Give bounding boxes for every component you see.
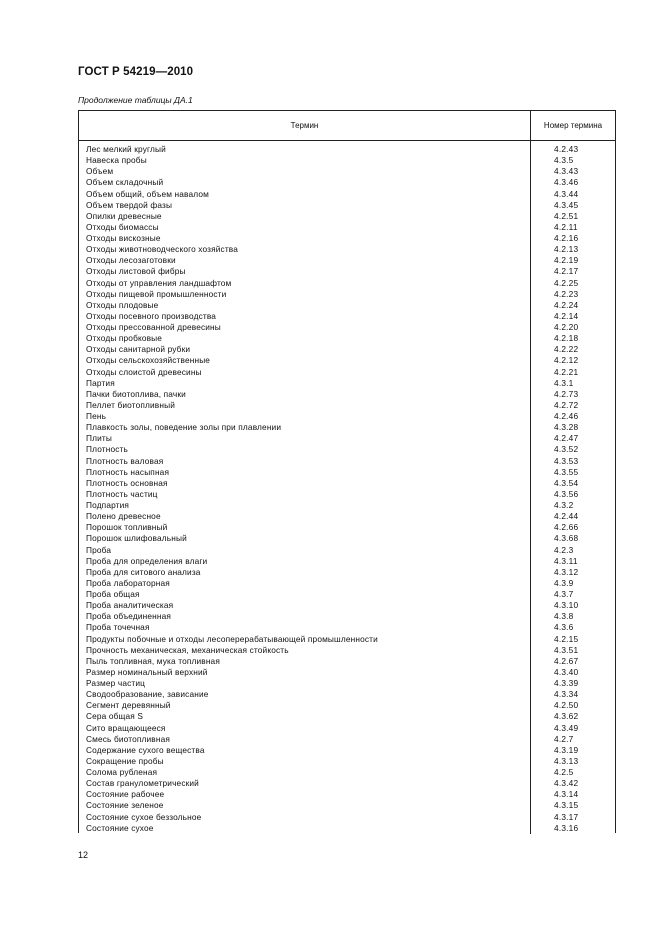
table-row: [79, 411, 615, 422]
term-cell: Состояние сухое беззольное: [86, 811, 202, 822]
term-number-cell: 4.2.13: [554, 244, 579, 255]
term-cell: Отходы пробковые: [86, 333, 163, 344]
term-number-cell: 4.3.1: [554, 377, 574, 388]
term-number-cell: 4.3.16: [554, 822, 579, 833]
term-cell: Отходы биомассы: [86, 221, 159, 232]
table-row: [79, 823, 615, 834]
table-row: [79, 767, 615, 778]
table-row: [79, 300, 615, 311]
term-cell: Отходы от управления ландшафтом: [86, 277, 232, 288]
term-cell: Отходы пищевой промышленности: [86, 288, 227, 299]
term-number-cell: 4.3.46: [554, 177, 579, 188]
table-row: [79, 400, 615, 411]
term-number-cell: 4.2.17: [554, 266, 579, 277]
table-row: [79, 211, 615, 222]
table-row: [79, 711, 615, 722]
table-row: [79, 355, 615, 366]
term-number-cell: 4.2.14: [554, 310, 579, 321]
term-number-cell: 4.3.9: [554, 577, 574, 588]
term-number-cell: 4.2.46: [554, 411, 579, 421]
term-cell: Проба лабораторная: [86, 577, 170, 588]
term-number-cell: 4.3.6: [554, 622, 574, 633]
table-row: [79, 545, 615, 556]
term-number-cell: 4.2.72: [554, 399, 579, 410]
term-cell: Проба для ситового анализа: [86, 566, 201, 577]
term-number-cell: 4.2.51: [554, 210, 579, 221]
term-cell: Плотность частиц: [86, 488, 158, 499]
term-cell: Плотность: [86, 444, 128, 455]
term-cell: Состояние сухое: [86, 822, 154, 833]
table-row: [79, 422, 615, 433]
term-cell: Отходы прессованной древесины: [86, 322, 221, 332]
term-number-cell: 4.3.62: [554, 711, 579, 722]
term-cell: Сокращение пробы: [86, 755, 164, 766]
term-number-cell: 4.2.16: [554, 233, 579, 243]
table-row: [79, 678, 615, 689]
term-cell: Содержание сухого вещества: [86, 744, 205, 755]
term-number-cell: 4.2.44: [554, 511, 579, 522]
term-cell: Сито вращающееся: [86, 722, 166, 733]
term-cell: Плотность валовая: [86, 455, 164, 466]
table-body: [79, 144, 615, 834]
table-row: [79, 278, 615, 289]
table-row: [79, 667, 615, 678]
term-cell: Навеска пробы: [86, 155, 147, 166]
term-cell: Отходы санитарной рубки: [86, 344, 191, 355]
term-cell: Подпартия: [86, 500, 130, 510]
term-number-cell: 4.3.54: [554, 477, 579, 488]
term-number-cell: 4.3.2: [554, 500, 574, 510]
term-number-cell: 4.2.12: [554, 355, 579, 366]
table-row: [79, 812, 615, 823]
term-number-cell: 4.2.73: [554, 388, 579, 399]
table-row: [79, 389, 615, 400]
table-row: [79, 378, 615, 389]
table-row: [79, 700, 615, 711]
term-number-cell: 4.2.19: [554, 255, 579, 266]
term-number-cell: 4.2.18: [554, 333, 579, 344]
term-number-cell: 4.3.17: [554, 811, 579, 822]
term-number-cell: 4.3.68: [554, 533, 579, 544]
term-number-cell: 4.3.44: [554, 188, 579, 199]
terms-table: [78, 110, 616, 833]
term-number-cell: 4.3.12: [554, 566, 579, 577]
term-cell: Плавкость золы, поведение золы при плавлении: [86, 422, 282, 433]
term-number-cell: 4.2.20: [554, 322, 579, 332]
table-row: [79, 522, 615, 533]
term-number-cell: 4.3.15: [554, 800, 579, 811]
table-row: [79, 500, 615, 511]
table-row: [79, 634, 615, 645]
term-number-cell: 4.3.42: [554, 778, 579, 789]
term-number-cell: 4.2.50: [554, 700, 579, 711]
term-cell: Состояние рабочее: [86, 789, 165, 800]
term-number-cell: 4.3.51: [554, 644, 579, 655]
term-cell: Лес мелкий круглый: [86, 144, 166, 154]
table-row: [79, 444, 615, 455]
table-row: [79, 266, 615, 277]
term-cell: Проба для определения влаги: [86, 555, 208, 566]
table-row: [79, 344, 615, 355]
table-row: [79, 511, 615, 522]
term-number-cell: 4.2.47: [554, 433, 579, 444]
page-number: 12: [78, 850, 89, 860]
term-cell: Плотность насыпная: [86, 466, 170, 477]
table-row: [79, 456, 615, 467]
term-number-cell: 4.3.14: [554, 789, 579, 800]
term-number-cell: 4.3.8: [554, 611, 574, 622]
term-number-cell: 4.3.34: [554, 689, 579, 700]
table-row: [79, 589, 615, 600]
table-row: [79, 734, 615, 745]
term-number-cell: 4.3.53: [554, 455, 579, 466]
table-row: [79, 556, 615, 567]
table-row: [79, 322, 615, 333]
table-row: [79, 478, 615, 489]
term-number-cell: 4.3.7: [554, 589, 574, 599]
term-cell: Отходы вискозные: [86, 233, 161, 243]
term-number-cell: 4.2.21: [554, 366, 579, 377]
header-term-number: Номер термина: [530, 111, 615, 140]
term-number-cell: 4.3.11: [554, 555, 578, 566]
term-cell: Проба: [86, 544, 112, 555]
term-cell: Опилки древесные: [86, 210, 162, 221]
table-row: [79, 166, 615, 177]
term-cell: Прочность механическая, механическая стойкость: [86, 644, 289, 655]
term-number-cell: 4.3.39: [554, 678, 579, 688]
term-number-cell: 4.2.23: [554, 288, 579, 299]
table-row: [79, 289, 615, 300]
table-row: [79, 255, 615, 266]
term-cell: Отходы слоистой древесины: [86, 366, 202, 377]
term-number-cell: 4.2.22: [554, 344, 579, 355]
term-cell: Сера общая S: [86, 711, 144, 722]
term-number-cell: 4.3.43: [554, 166, 579, 177]
term-number-cell: 4.2.7: [554, 733, 574, 744]
term-cell: Отходы животноводческого хозяйства: [86, 244, 239, 255]
term-number-cell: 4.2.25: [554, 277, 579, 288]
table-row: [79, 656, 615, 667]
term-cell: Плотность основная: [86, 477, 168, 488]
term-number-cell: 4.2.11: [554, 221, 578, 232]
term-cell: Плиты: [86, 433, 112, 444]
term-cell: Солома рубленая: [86, 767, 158, 777]
table-row: [79, 144, 615, 155]
term-cell: Смесь биотопливная: [86, 733, 170, 744]
term-cell: Проба точечная: [86, 622, 150, 633]
term-cell: Отходы лесозаготовки: [86, 255, 176, 266]
table-row: [79, 723, 615, 734]
term-cell: Отходы посевного производства: [86, 310, 217, 321]
table-row: [79, 155, 615, 166]
term-number-cell: 4.2.24: [554, 299, 579, 310]
term-number-cell: 4.3.10: [554, 600, 579, 611]
term-number-cell: 4.3.52: [554, 444, 579, 455]
term-cell: Пыль топливная, мука топливная: [86, 655, 220, 666]
term-number-cell: 4.3.40: [554, 666, 579, 677]
term-cell: Полено древесное: [86, 511, 161, 522]
term-cell: Сегмент деревянный: [86, 700, 171, 711]
term-cell: Сводообразование, зависание: [86, 689, 209, 700]
term-cell: Отходы листовой фибры: [86, 266, 186, 277]
term-cell: Объем: [86, 166, 114, 177]
term-cell: Порошок шлифовальный: [86, 533, 187, 544]
term-cell: Продукты побочные и отходы лесоперерабатывающей промышленности: [86, 633, 378, 644]
table-row: [79, 567, 615, 578]
table-row: [79, 200, 615, 211]
table-row: [79, 233, 615, 244]
term-number-cell: 4.3.19: [554, 744, 579, 755]
table-row: [79, 189, 615, 200]
term-number-cell: 4.3.56: [554, 488, 579, 499]
table-row: [79, 467, 615, 478]
term-number-cell: 4.2.3: [554, 544, 574, 555]
table-row: [79, 533, 615, 544]
term-cell: Объем складочный: [86, 177, 164, 188]
term-cell: Объем общий, объем навалом: [86, 188, 209, 199]
table-row: [79, 244, 615, 255]
term-number-cell: 4.2.67: [554, 655, 579, 666]
table-row: [79, 222, 615, 233]
term-number-cell: 4.2.66: [554, 522, 579, 533]
term-cell: Объем твердой фазы: [86, 199, 173, 210]
table-row: [79, 789, 615, 800]
term-cell: Размер номинальный верхний: [86, 666, 208, 677]
term-number-cell: 4.2.43: [554, 144, 579, 154]
term-cell: Проба объединенная: [86, 611, 172, 622]
table-row: [79, 778, 615, 789]
table-row: [79, 611, 615, 622]
table-row: [79, 622, 615, 633]
header-term: Термин: [290, 121, 319, 130]
table-row: [79, 177, 615, 188]
term-number-cell: 4.3.49: [554, 722, 579, 733]
term-cell: Порошок топливный: [86, 522, 168, 533]
table-row: [79, 689, 615, 700]
term-number-cell: 4.2.15: [554, 633, 579, 644]
term-number-cell: 4.3.28: [554, 422, 579, 433]
table-row: [79, 800, 615, 811]
table-header: [79, 111, 615, 141]
term-cell: Размер частиц: [86, 678, 146, 688]
term-cell: Пачки биотоплива, пачки: [86, 388, 186, 399]
table-row: [79, 489, 615, 500]
term-cell: Пеллет биотопливный: [86, 399, 175, 410]
term-cell: Проба общая: [86, 589, 140, 599]
document-title: ГОСТ Р 54219—2010: [78, 66, 194, 78]
term-cell: Проба аналитическая: [86, 600, 174, 611]
term-number-cell: 4.3.13: [554, 755, 579, 766]
term-number-cell: 4.3.5: [554, 155, 574, 166]
table-row: [79, 333, 615, 344]
table-row: [79, 578, 615, 589]
table-row: [79, 756, 615, 767]
term-number-cell: 4.2.5: [554, 767, 574, 777]
term-cell: Состав гранулометрический: [86, 778, 199, 789]
term-cell: Партия: [86, 377, 115, 388]
table-row: [79, 600, 615, 611]
term-number-cell: 4.3.55: [554, 466, 579, 477]
term-number-cell: 4.3.45: [554, 199, 579, 210]
table-row: [79, 433, 615, 444]
table-row: [79, 645, 615, 656]
table-caption: Продолжение таблицы ДА.1: [78, 95, 193, 105]
term-cell: Отходы плодовые: [86, 299, 159, 310]
table-row: [79, 745, 615, 756]
term-cell: Состояние зеленое: [86, 800, 164, 811]
term-cell: Пень: [86, 411, 107, 421]
table-row: [79, 311, 615, 322]
table-row: [79, 367, 615, 378]
term-cell: Отходы сельскохозяйственные: [86, 355, 211, 366]
